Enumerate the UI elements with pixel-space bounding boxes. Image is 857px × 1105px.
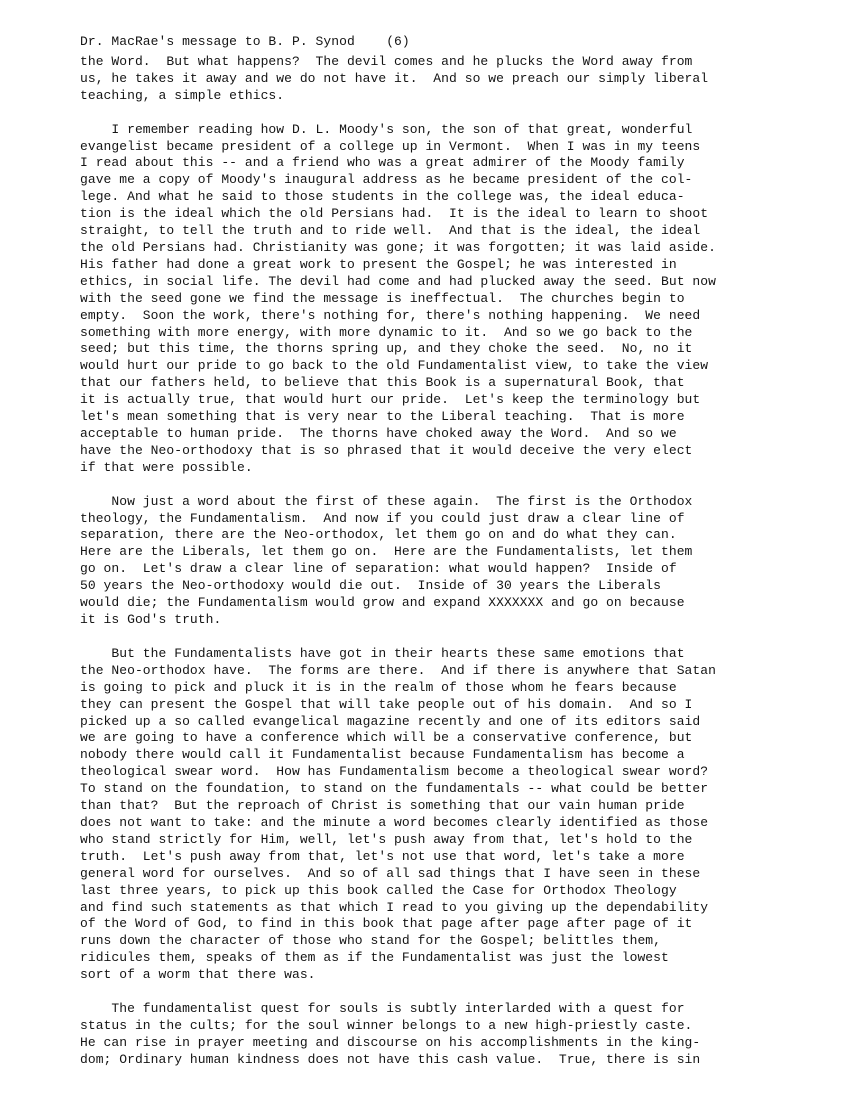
paragraph xyxy=(80,646,801,984)
text-line: does not want to take: and the minute a word becomes clearly identified as those xyxy=(80,814,709,830)
text-line: theology, the Fundamentalism. And now if you could just draw a clear line of xyxy=(80,510,685,526)
text-line: they can present the Gospel that will take people out of his domain. And so I xyxy=(80,696,693,712)
text-line: let's mean something that is very near to the Liberal teaching. That is more xyxy=(80,409,685,425)
text-line: sort of a worm that there was. xyxy=(80,967,316,983)
paragraph xyxy=(80,494,801,629)
text-line: acceptable to human pride. The thorns have choked away the Word. And so we xyxy=(80,425,677,441)
text-line: Now just a word about the first of these again. The first is the Orthodox xyxy=(80,493,693,509)
text-line: separation, there are the Neo-orthodox, let them go on and do what they can. xyxy=(80,527,677,543)
text-line: gave me a copy of Moody's inaugural address as he became president of the col- xyxy=(80,172,693,188)
text-line: I remember reading how D. L. Moody's son, the son of that great, wonderful xyxy=(80,121,693,137)
text-line: Here are the Liberals, let them go on. Here are the Fundamentalists, let them xyxy=(80,544,693,560)
text-line: To stand on the foundation, to stand on the fundamentals -- what could be better xyxy=(80,781,709,797)
paragraph xyxy=(80,122,801,477)
text-line: general word for ourselves. And so of all sad things that I have seen in these xyxy=(80,865,701,881)
text-line: us, he takes it away and we do not have it. And so we preach our simply liberal xyxy=(80,70,709,86)
text-line: it is God's truth. xyxy=(80,612,222,627)
text-line: tion is the ideal which the old Persians had. It is the ideal to learn to shoot xyxy=(80,206,709,222)
text-line: and find such statements as that which I read to you giving up the dependability xyxy=(80,899,709,915)
text-line: with the seed gone we find the message is ineffectual. The churches begin to xyxy=(80,290,685,306)
text-line: nobody there would call it Fundamentalist because Fundamentalism has become a xyxy=(80,747,685,763)
text-line: would hurt our pride to go back to the old Fundamentalist view, to take the view xyxy=(80,358,709,374)
text-line: empty. Soon the work, there's nothing for, there's nothing happening. We need xyxy=(80,307,701,323)
text-line: theological swear word. How has Fundamentalism become a theological swear word? xyxy=(80,764,709,780)
text-line: seed; but this time, the thorns spring up, and they choke the seed. No, no it xyxy=(80,341,693,357)
text-line: teaching, a simple ethics. xyxy=(80,87,285,103)
text-line: ridicules them, speaks of them as if the Fundamentalist was just the lowest xyxy=(80,950,669,966)
text-line: something with more energy, with more dynamic to it. And so we go back to the xyxy=(80,324,693,340)
page-header: Dr. MacRae's message to B. P. Synod (6) xyxy=(80,34,410,49)
text-line: the Word. But what happens? The devil comes and he plucks the Word away from xyxy=(80,53,693,69)
text-line: ethics, in social life. The devil had come and had plucked away the seed. But now xyxy=(80,273,716,289)
text-line: His father had done a great work to present the Gospel; he was interested in xyxy=(80,256,677,272)
text-line: But the Fundamentalists have got in their hearts these same emotions that xyxy=(80,645,685,661)
text-line: The fundamentalist quest for souls is subtly interlarded with a quest for xyxy=(80,1001,685,1017)
text-line: than that? But the reproach of Christ is something that our vain human pride xyxy=(80,798,685,814)
text-line: would die; the Fundamentalism would grow and expand XXXXXXX and go on because xyxy=(80,595,685,611)
text-line: the Neo-orthodox have. The forms are there. And if there is anywhere that Satan xyxy=(80,662,716,678)
paragraph xyxy=(80,1001,801,1069)
text-line: 50 years the Neo-orthodoxy would die out. Inside of 30 years the Liberals xyxy=(80,578,661,594)
text-line: go on. Let's draw a clear line of separation: what would happen? Inside of xyxy=(80,561,677,577)
text-line: if that were possible. xyxy=(80,459,253,475)
text-line: I read about this -- and a friend who was a great admirer of the Moody family xyxy=(80,155,685,171)
text-line: who stand strictly for Him, well, let's push away from that, let's hold to the xyxy=(80,831,693,847)
paragraph xyxy=(80,54,801,105)
text-line: lege. And what he said to those students in the college was, the ideal educa- xyxy=(80,189,685,205)
text-line: that our fathers held, to believe that this Book is a supernatural Book, that xyxy=(80,375,685,391)
document-body xyxy=(80,54,801,1069)
text-line: runs down the character of those who stand for the Gospel; belittles them, xyxy=(80,933,661,949)
text-line: we are going to have a conference which will be a conservative conference, but xyxy=(80,730,693,746)
text-line: evangelist became president of a college up in Vermont. When I was in my teens xyxy=(80,138,701,154)
text-line: last three years, to pick up this book called the Case for Orthodox Theology xyxy=(80,882,677,898)
text-line: the old Persians had. Christianity was gone; it was forgotten; it was laid aside. xyxy=(80,239,716,255)
text-line: of the Word of God, to find in this book that page after page after page of it xyxy=(80,916,693,932)
text-line: picked up a so called evangelical magazine recently and one of its editors said xyxy=(80,713,701,729)
text-line: straight, to tell the truth and to ride well. And that is the ideal, the ideal xyxy=(80,223,701,239)
text-line: it is actually true, that would hurt our pride. Let's keep the terminology but xyxy=(80,392,701,408)
text-line: have the Neo-orthodoxy that is so phrased that it would deceive the very elect xyxy=(80,442,693,458)
text-line: status in the cults; for the soul winner belongs to a new high-priestly caste. xyxy=(80,1017,693,1033)
text-line: truth. Let's push away from that, let's not use that word, let's take a more xyxy=(80,848,685,864)
text-line: He can rise in prayer meeting and discourse on his accomplishments in the king- xyxy=(80,1034,701,1050)
text-line: dom; Ordinary human kindness does not have this cash value. True, there is sin xyxy=(80,1051,701,1067)
text-line: is going to pick and pluck it is in the realm of those whom he fears because xyxy=(80,679,677,695)
